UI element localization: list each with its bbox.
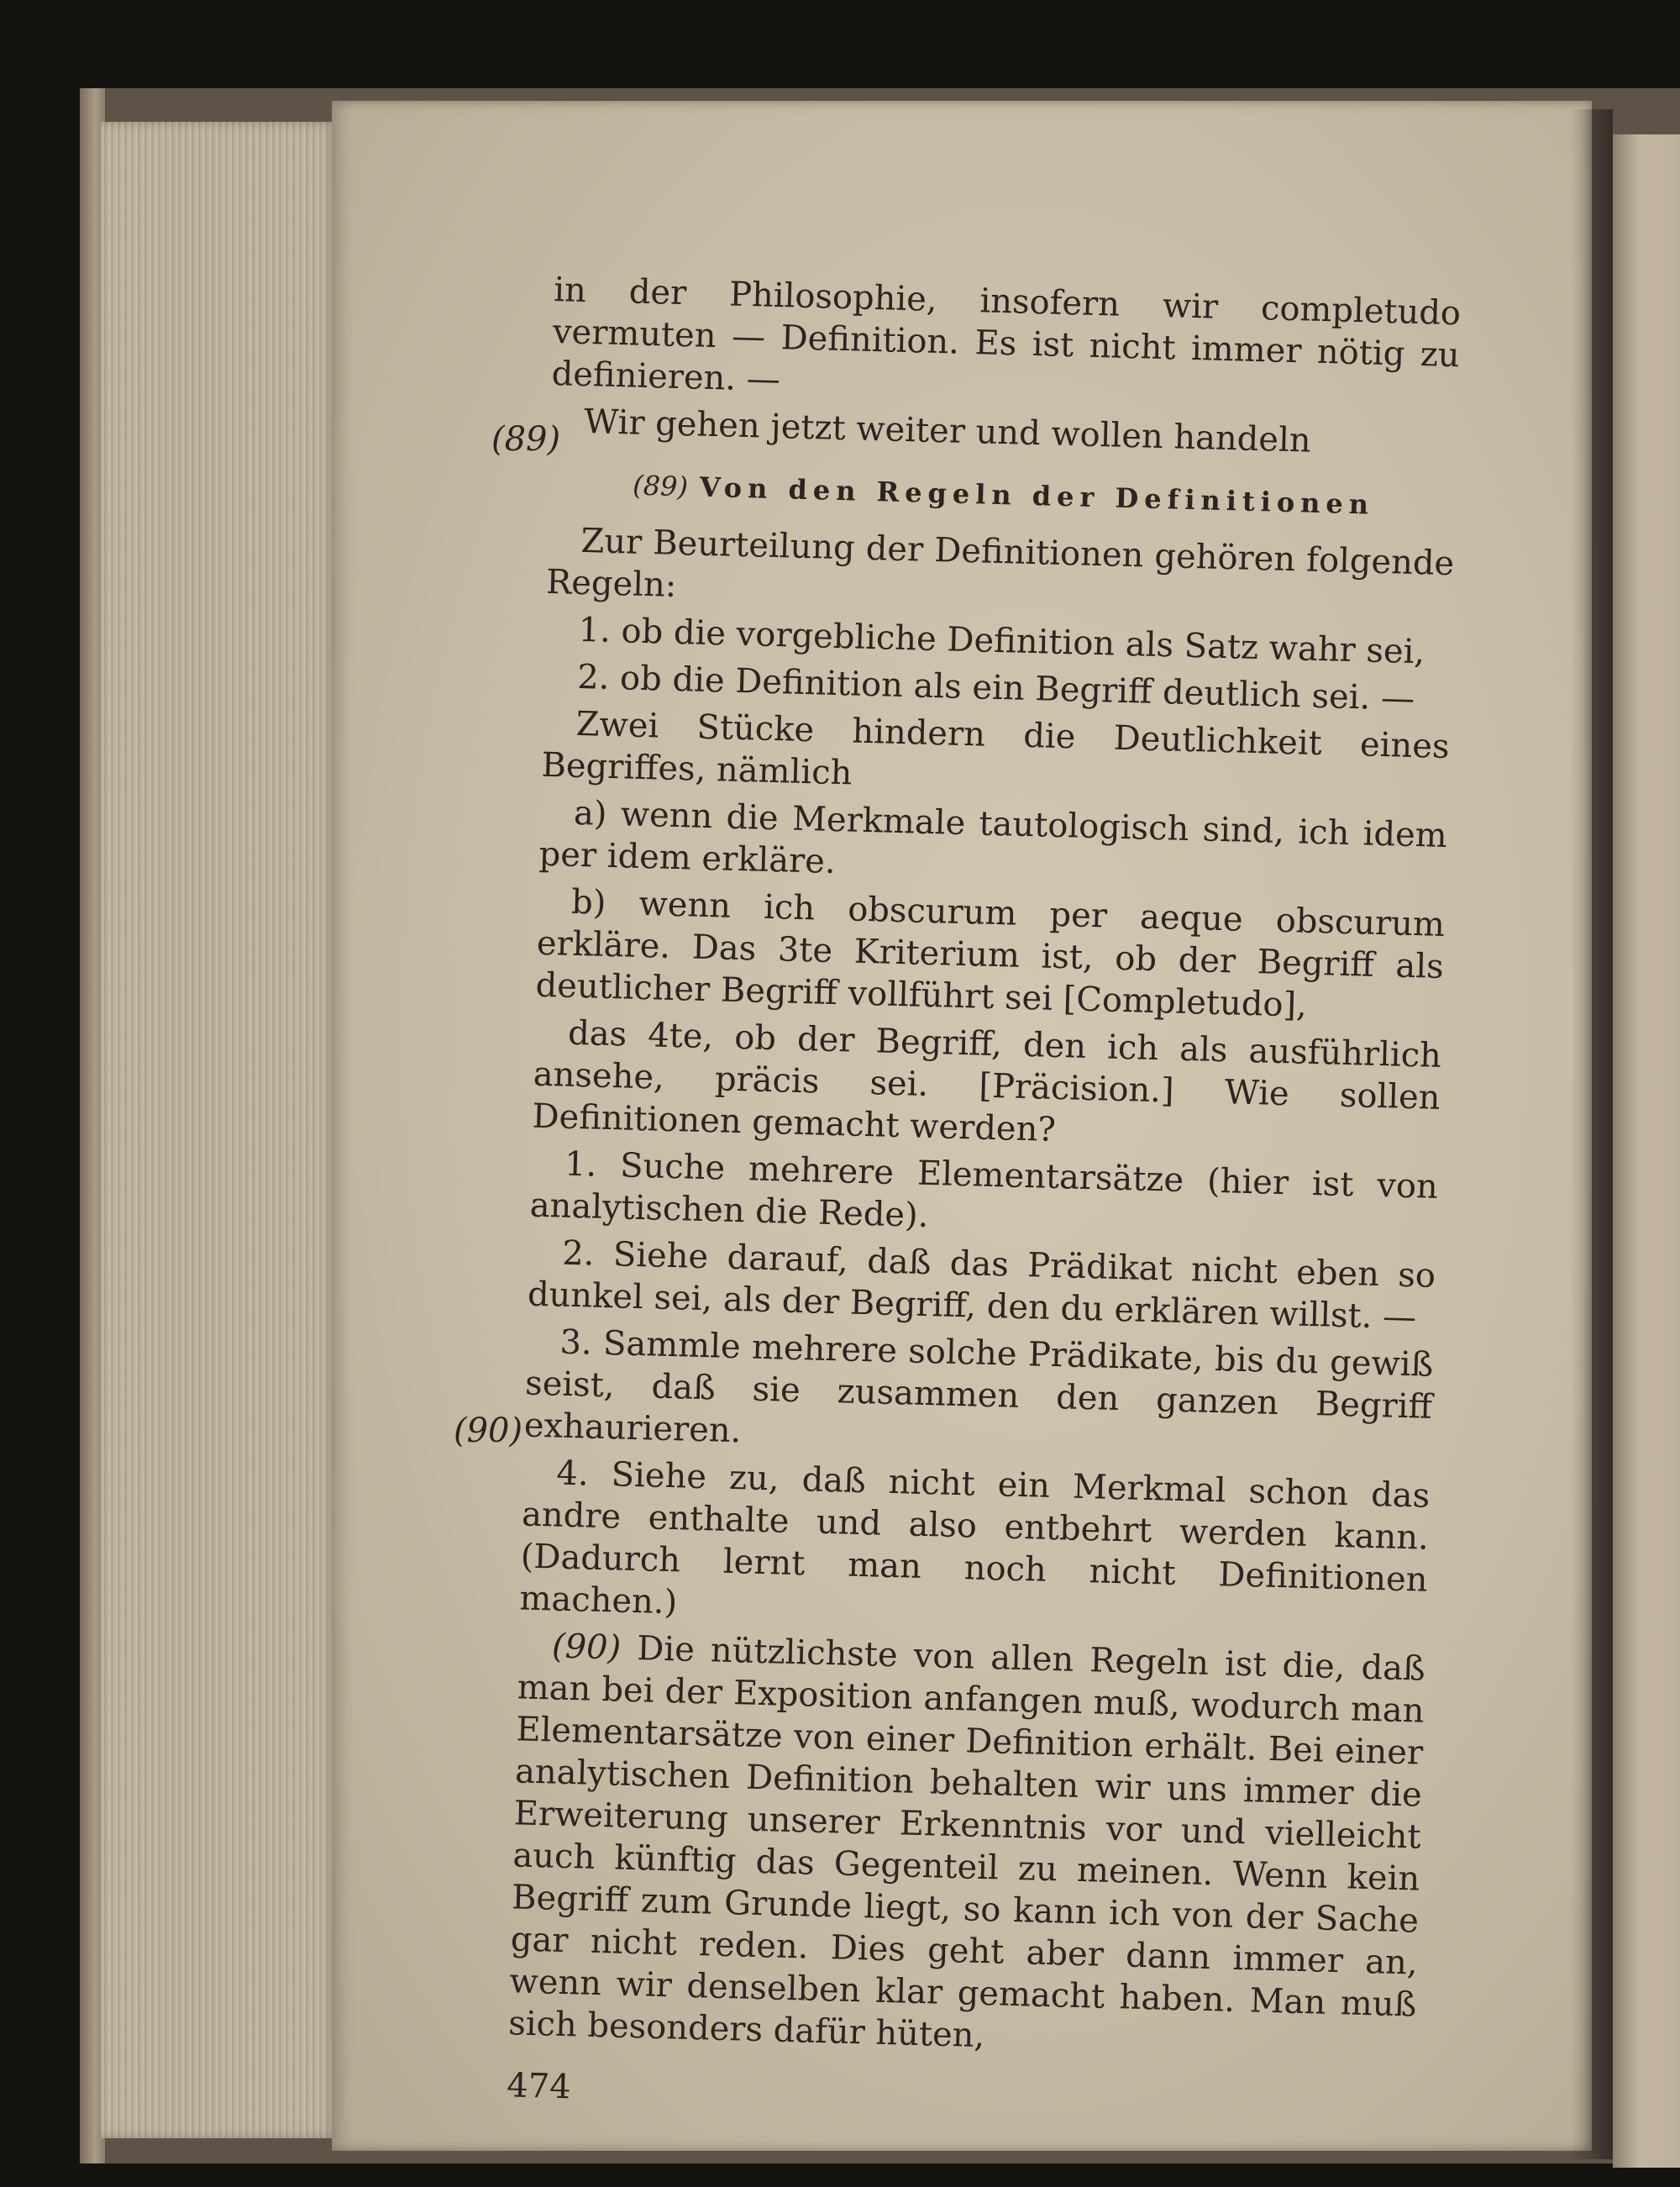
page-number: 474 [506,2066,572,2107]
heading-number: (89) [632,469,689,503]
inline-number: (90) [551,1627,622,1668]
paragraph: das 4te, ob der Begriff, den ich als ausführlich ansehe, präcis sei. [Präcision.] Wie sollen Definitionen gemacht werden? [531,1013,1442,1149]
page-text [507,269,1462,2136]
facing-page-edge [1613,134,1680,2168]
margin-marker-90: (90) [454,1412,523,1450]
page-stack-edge [101,122,336,2138]
heading-title: Von den Regeln der Definitionen [699,471,1375,521]
list-item: 4. Siehe zu, daß nicht ein Merkmal schon das andre enthalte und also entbehrt werden kann. (Dadurch lernt man noch nicht Definitionen machen.) [518,1454,1431,1622]
list-item: 2. ob die Definition als ein Begriff deutlich sei. — [576,657,1415,718]
page-gutter-shadow [1571,109,1613,2159]
list-item: a) wenn die Merkmale tautologisch sind, ich idem per idem erkläre. [538,793,1448,881]
section-heading [549,462,1457,528]
list-item: 2. Siehe darauf, daß das Prädikat nicht eben so dunkel sei, als der Begriff, den du erklären willst. — [527,1233,1436,1338]
paragraph: Zur Beurteilung der Definitionen gehören folgende Regeln: [545,521,1455,605]
margin-marker-89: (89) [491,420,561,459]
paragraph: in der Philosophie, insofern wir completudo vermuten — Definition. Es ist nicht immer nötig zu definieren. — [551,270,1462,400]
paragraph-90 [508,1624,1426,2068]
list-item: 3. Sammle mehrere solche Prädikate, bis du gewiß seist, daß sie zusammen den ganzen Begriff exhaurieren. [523,1322,1434,1451]
list-item: b) wenn ich obscurum per aeque obscurum erkläre. Das 3te Kriterium ist, ob der Begriff als deutlicher Begriff vollführt sei [Completudo], [535,882,1446,1025]
list-item: 1. ob die vorgebliche Definition als Satz wahr sei, [578,610,1425,672]
list-item: 1. Suche mehrere Elementarsätze (hier ist von analytischen die Rede). [529,1144,1439,1236]
paragraph: Zwei Stücke hindern die Deutlichkeit eines Begriffes, nämlich [540,704,1451,793]
paragraph-text: Die nützlichste von allen Regeln ist die, daß man bei der Exposition anfangen muß, wodurch man Elementarsätze von einer Definition erhält. Bei einer analytischen Definition behalten wir uns immer die Erweiterung unserer Erkenntnis vor und vielleicht auch künftig das Gegenteil zu meinen. Wenn kein Begriff zum Grunde liegt, so kann ich von der Sache gar nicht reden. Dies geht aber dann immer an, wenn wir denselben klar gemacht haben. Man muß sich besonders dafür hüten, [507,1629,1426,2056]
paragraph: Wir gehen jetzt weiter und wollen handeln [583,402,1312,460]
